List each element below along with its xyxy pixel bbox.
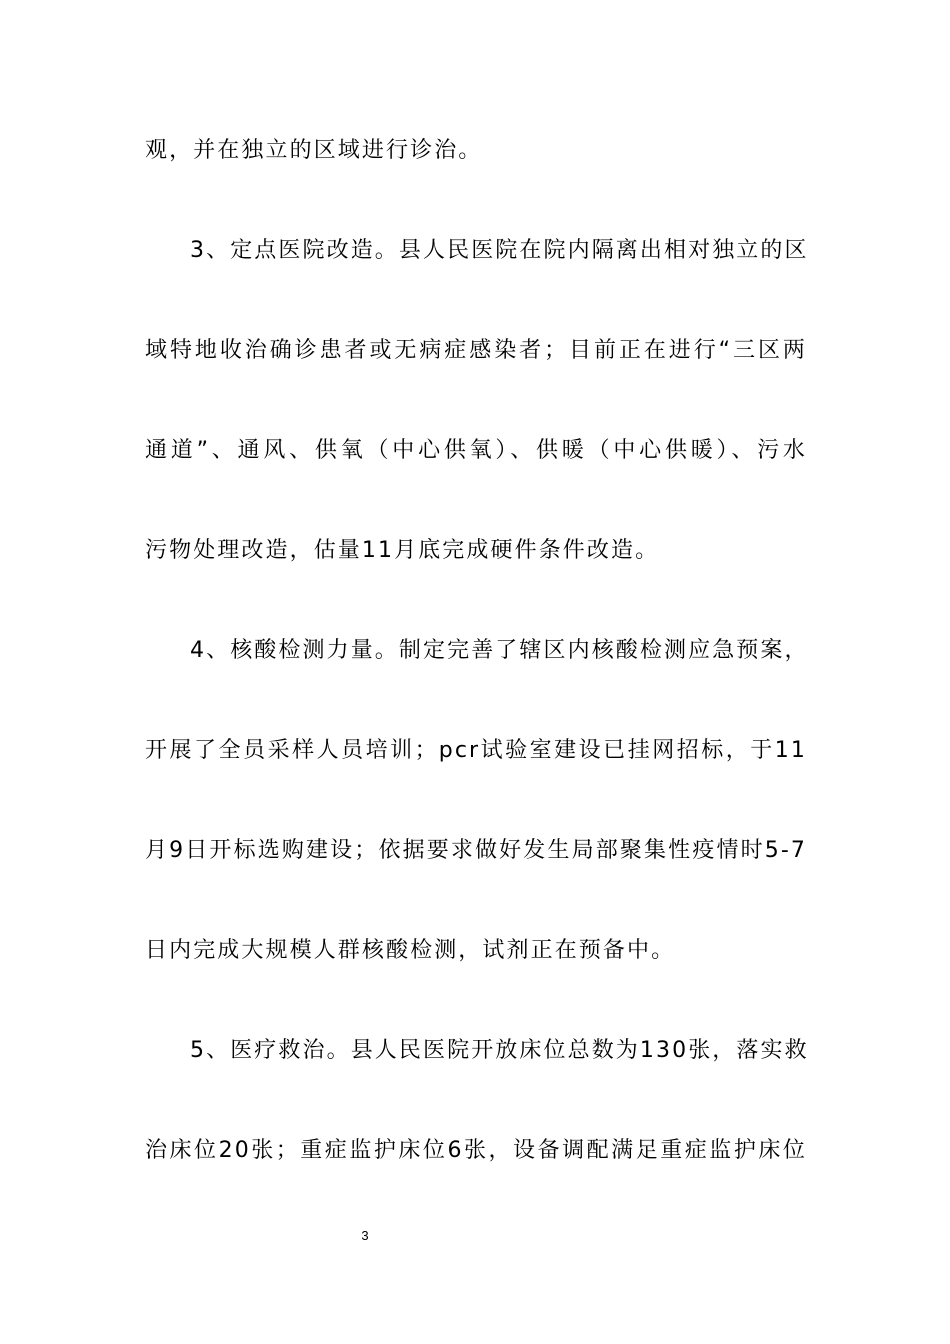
text-line: 域特地收治确诊患者或无病症感染者；目前正在进行“三区两 <box>145 338 807 363</box>
page-number: 3 <box>361 1228 369 1243</box>
text-line: 开展了全员采样人员培训；pcr试验室建设已挂网招标，于11 <box>145 738 807 763</box>
text-line: 治床位20张；重症监护床位6张，设备调配满足重症监护床位 <box>145 1138 807 1163</box>
text-line: 日内完成大规模人群核酸检测，试剂正在预备中。 <box>145 938 676 963</box>
text-line: 观，并在独立的区域进行诊治。 <box>145 138 483 163</box>
text-line: 5、医疗救治。县人民医院开放床位总数为130张，落实救 <box>190 1038 809 1063</box>
text-line: 4、核酸检测力量。制定完善了辖区内核酸检测应急预案， <box>190 638 809 663</box>
text-line: 污物处理改造，估量11月底完成硬件条件改造。 <box>145 538 660 563</box>
text-line: 通道”、通风、供氧（中心供氧）、供暖（中心供暖）、污水 <box>145 438 807 463</box>
text-line: 3、定点医院改造。县人民医院在院内隔离出相对独立的区 <box>190 238 809 263</box>
text-line: 月9日开标选购建设；依据要求做好发生局部聚集性疫情时5-7 <box>145 838 807 863</box>
